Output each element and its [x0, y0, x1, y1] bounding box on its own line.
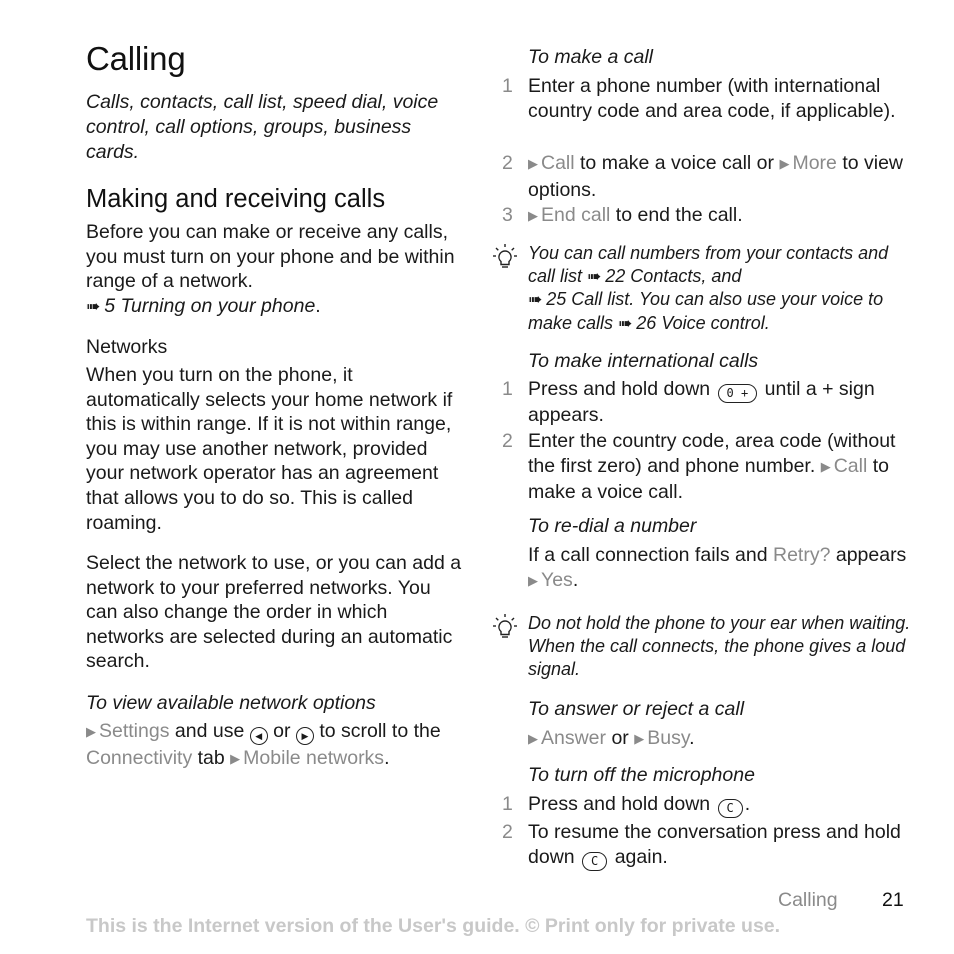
text: to make a voice call or — [580, 152, 775, 174]
tip-call-numbers — [492, 242, 912, 338]
menu-more: More — [792, 152, 837, 174]
text: appears — [835, 544, 907, 566]
reference-link: 26 Voice control. — [636, 312, 770, 333]
intl-step-1 — [502, 377, 912, 427]
intro-text: Before you can make or receive any calls, you must turn on your phone and be within range of a network. — [86, 221, 455, 293]
text: . — [384, 746, 390, 769]
networks-paragraph-2: Select the network to use, or you can add a network to your preferred networks. You can also change the order in which networks are selected during an automatic search. — [86, 552, 462, 673]
text: You can call numbers from your contacts and call list — [528, 243, 889, 287]
menu-end-call: End call — [541, 204, 611, 226]
tip-loud-signal — [492, 612, 912, 684]
tip-text — [528, 242, 913, 335]
reference-link: 5 Turning on your phone — [104, 294, 316, 317]
step-number: 1 — [502, 378, 513, 400]
view-options-instructions — [86, 719, 464, 772]
step-text — [528, 429, 913, 505]
networks-paragraph-1: When you turn on the phone, it automatically selects your home network if this is within range. If it is not within range, you may use another network, provided your network operator has an agreement that allows you to do so. This is called roaming. — [86, 364, 453, 534]
section-heading: Making and receiving calls — [86, 185, 386, 213]
networks-heading: Networks — [86, 336, 168, 358]
step-number: 2 — [502, 821, 513, 843]
text: and use — [174, 720, 245, 742]
triangle-right-icon: ▶ — [528, 572, 538, 588]
text: If a call connection fails and — [528, 544, 768, 566]
step-number: 2 — [502, 152, 513, 174]
redial-text — [528, 543, 912, 594]
reference-link: 22 Contacts, and — [605, 266, 742, 287]
chapter-summary: Calls, contacts, call list, speed dial, voice control, call options, groups, business cards. — [86, 91, 439, 163]
mic-step-2 — [502, 820, 912, 870]
step-number: 3 — [502, 204, 513, 226]
menu-call: Call — [833, 454, 868, 477]
redial-heading: To re-dial a number — [528, 515, 697, 537]
view-options-heading: To view available network options — [86, 692, 376, 714]
menu-busy: Busy — [647, 727, 690, 749]
triangle-right-icon: ▶ — [528, 208, 538, 223]
text: until a + sign appears. — [528, 378, 875, 426]
make-call-heading: To make a call — [528, 46, 654, 68]
menu-connectivity: Connectivity — [86, 746, 193, 769]
menu-call: Call — [541, 152, 575, 174]
triangle-right-icon: ▶ — [820, 458, 831, 474]
mic-step-1 — [502, 792, 912, 818]
text: . — [744, 793, 751, 815]
mic-heading: To turn off the microphone — [528, 764, 755, 786]
text: Press and hold down — [528, 793, 711, 815]
intro-paragraph: Before you can make or receive any calls, you must turn on your phone and be within range of a network. ➠ 5 Turning on your phone. — [86, 220, 456, 319]
make-call-step-2 — [502, 151, 912, 201]
step-text — [528, 820, 913, 871]
triangle-right-icon: ▶ — [230, 750, 241, 766]
reference-link: 25 Call list. You can also use your voice to make calls — [528, 289, 884, 333]
triangle-right-icon: ▶ — [634, 731, 645, 746]
lightbulb-icon — [492, 612, 518, 642]
menu-retry: Retry? — [772, 544, 831, 566]
nav-left-icon: ◀ — [250, 727, 268, 745]
intl-calls-heading: To make international calls — [528, 350, 759, 372]
menu-yes: Yes — [541, 568, 573, 591]
triangle-right-icon: ▶ — [779, 156, 790, 171]
arrow-right-icon: ➠ — [528, 290, 543, 310]
page-number: 21 — [882, 889, 904, 911]
footer-section-name: Calling — [778, 889, 838, 911]
step-text — [528, 203, 913, 230]
text: to end the call. — [615, 204, 743, 226]
zero-plus-key-icon: 0 + — [718, 384, 758, 403]
answer-heading: To answer or reject a call — [528, 698, 745, 720]
intl-step-2 — [502, 429, 912, 505]
text: tab — [197, 746, 225, 769]
text: to view options. — [528, 152, 904, 201]
text: or — [611, 727, 629, 749]
make-call-step-3 — [502, 203, 912, 229]
arrow-right-icon: ➠ — [587, 267, 602, 287]
step-number: 1 — [502, 793, 513, 815]
step-text: Enter a phone number (with international country code and area code, if applicable). — [528, 75, 896, 122]
internet-version-notice: This is the Internet version of the User's guide. © Print only for private use. — [86, 915, 781, 937]
clear-key-icon: C — [718, 799, 743, 818]
step-number: 2 — [502, 430, 513, 452]
triangle-right-icon: ▶ — [528, 156, 538, 171]
clear-key-icon: C — [582, 852, 607, 871]
make-call-step-1 — [502, 74, 912, 150]
triangle-right-icon: ▶ — [86, 724, 96, 739]
tip-text: Do not hold the phone to your ear when waiting. When the call connects, the phone gives a loud signal. — [528, 613, 911, 680]
text: Press and hold down — [528, 378, 711, 400]
menu-settings: Settings — [99, 720, 170, 742]
menu-mobile-networks: Mobile networks — [243, 746, 385, 769]
text: to make a voice call. — [528, 454, 889, 504]
step-number: 1 — [502, 75, 513, 97]
nav-right-icon: ▶ — [296, 727, 314, 745]
arrow-right-icon: ➠ — [618, 313, 633, 333]
text: again. — [614, 845, 668, 868]
text: . — [572, 568, 579, 591]
text: or — [273, 720, 291, 742]
triangle-right-icon: ▶ — [528, 731, 538, 746]
text: To resume the conversation press and hold down — [528, 821, 901, 868]
page-title: Calling — [86, 40, 186, 77]
step-text — [528, 792, 913, 818]
step-text — [528, 151, 913, 202]
step-text — [528, 377, 913, 428]
answer-text — [528, 726, 912, 753]
menu-answer: Answer — [541, 727, 607, 749]
arrow-right-icon: ➠ — [86, 296, 101, 316]
text: Enter the country code, area code (without the first zero) and phone number. — [528, 430, 896, 477]
lightbulb-icon — [492, 242, 518, 272]
text: to scroll to the — [319, 720, 441, 742]
text: . — [689, 727, 695, 749]
